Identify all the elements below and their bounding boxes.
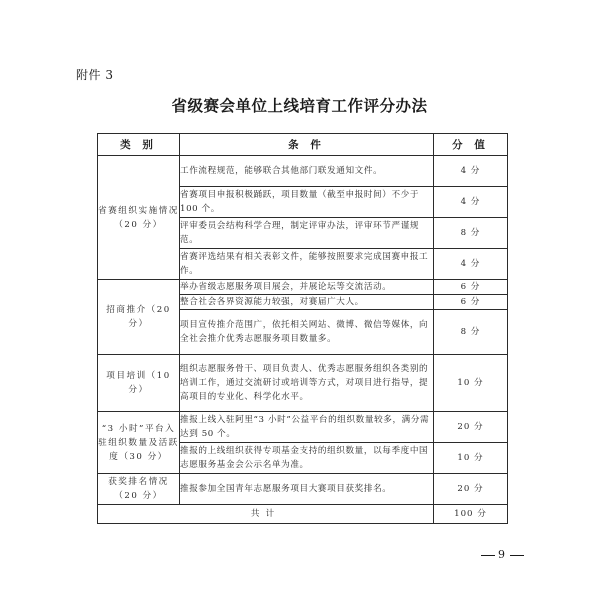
table-row — [98, 355, 508, 412]
score-cell: 6 分 — [434, 295, 508, 310]
category-cell: 获奖排名情况（20 分） — [98, 474, 180, 505]
table-row — [98, 474, 508, 505]
condition-cell: 推报上线入驻阿里“3 小时”公益平台的组织数量较多，满分需达到 50 个。 — [180, 412, 434, 443]
score-cell: 6 分 — [434, 280, 508, 295]
table-row — [98, 280, 508, 295]
score-cell: 10 分 — [434, 443, 508, 474]
condition-cell: 举办省级志愿服务项目展会，并展论坛等交流活动。 — [180, 280, 434, 295]
category-cell: 项目培训（10 分） — [98, 355, 180, 412]
category-cell: “3 小时”平台入驻组织数量及活跃度（30 分） — [98, 412, 180, 474]
score-cell: 8 分 — [434, 310, 508, 355]
score-cell: 4 分 — [434, 249, 508, 280]
score-cell: 4 分 — [434, 156, 508, 187]
table-header-row — [98, 134, 508, 156]
condition-cell: 推报的上线组织获得专项基金支持的组织数量，以每季度中国志愿服务基金会公示名单为准。 — [180, 443, 434, 474]
page-number-right-dash — [510, 555, 524, 556]
header-category: 类 别 — [98, 134, 180, 156]
score-cell: 4 分 — [434, 187, 508, 218]
header-score: 分 值 — [434, 134, 508, 156]
category-cell: 省赛组织实施情况（20 分） — [98, 156, 180, 280]
condition-cell: 评审委员会结构科学合理，制定评审办法，评审环节严谨规范。 — [180, 218, 434, 249]
table-row — [98, 156, 508, 187]
score-cell: 20 分 — [434, 412, 508, 443]
condition-cell: 组织志愿服务骨干、项目负责人、优秀志愿服务组织各类别的培训工作，通过交流研讨或培训等方式，对项目进行指导，提高项目的专业化、科学化水平。 — [180, 355, 434, 412]
category-cell: 招商推介（20 分） — [98, 280, 180, 355]
total-row — [98, 505, 508, 524]
page-number-value: 9 — [498, 548, 507, 561]
score-cell: 10 分 — [434, 355, 508, 412]
scoring-table — [97, 133, 508, 524]
table-row — [98, 412, 508, 443]
score-cell: 20 分 — [434, 474, 508, 505]
condition-cell: 省赛项目申报积极踊跃，项目数量（截至申报时间）不少于 100 个。 — [180, 187, 434, 218]
header-condition: 条 件 — [180, 134, 434, 156]
condition-cell: 工作流程规范，能够联合其他部门联发通知文件。 — [180, 156, 434, 187]
condition-cell: 推报参加全国青年志愿服务项目大赛项目获奖排名。 — [180, 474, 434, 505]
attachment-label: 附件 3 — [76, 68, 114, 82]
total-label: 共计 — [98, 505, 434, 524]
condition-cell: 项目宣传推介范围广，依托相关网站、微博、微信等媒体，向全社会推介优秀志愿服务项目数量多。 — [180, 310, 434, 355]
total-score: 100 分 — [434, 505, 508, 524]
page-number — [478, 548, 527, 561]
score-cell: 8 分 — [434, 218, 508, 249]
page-number-left-dash — [481, 555, 495, 556]
condition-cell: 整合社会各界资源能力较强，对赛届广大人。 — [180, 295, 434, 310]
document-title: 省级赛会单位上线培育工作评分办法 — [171, 96, 428, 115]
condition-cell: 省赛评选结果有相关表彰文件，能够按照要求完成国赛申报工作。 — [180, 249, 434, 280]
